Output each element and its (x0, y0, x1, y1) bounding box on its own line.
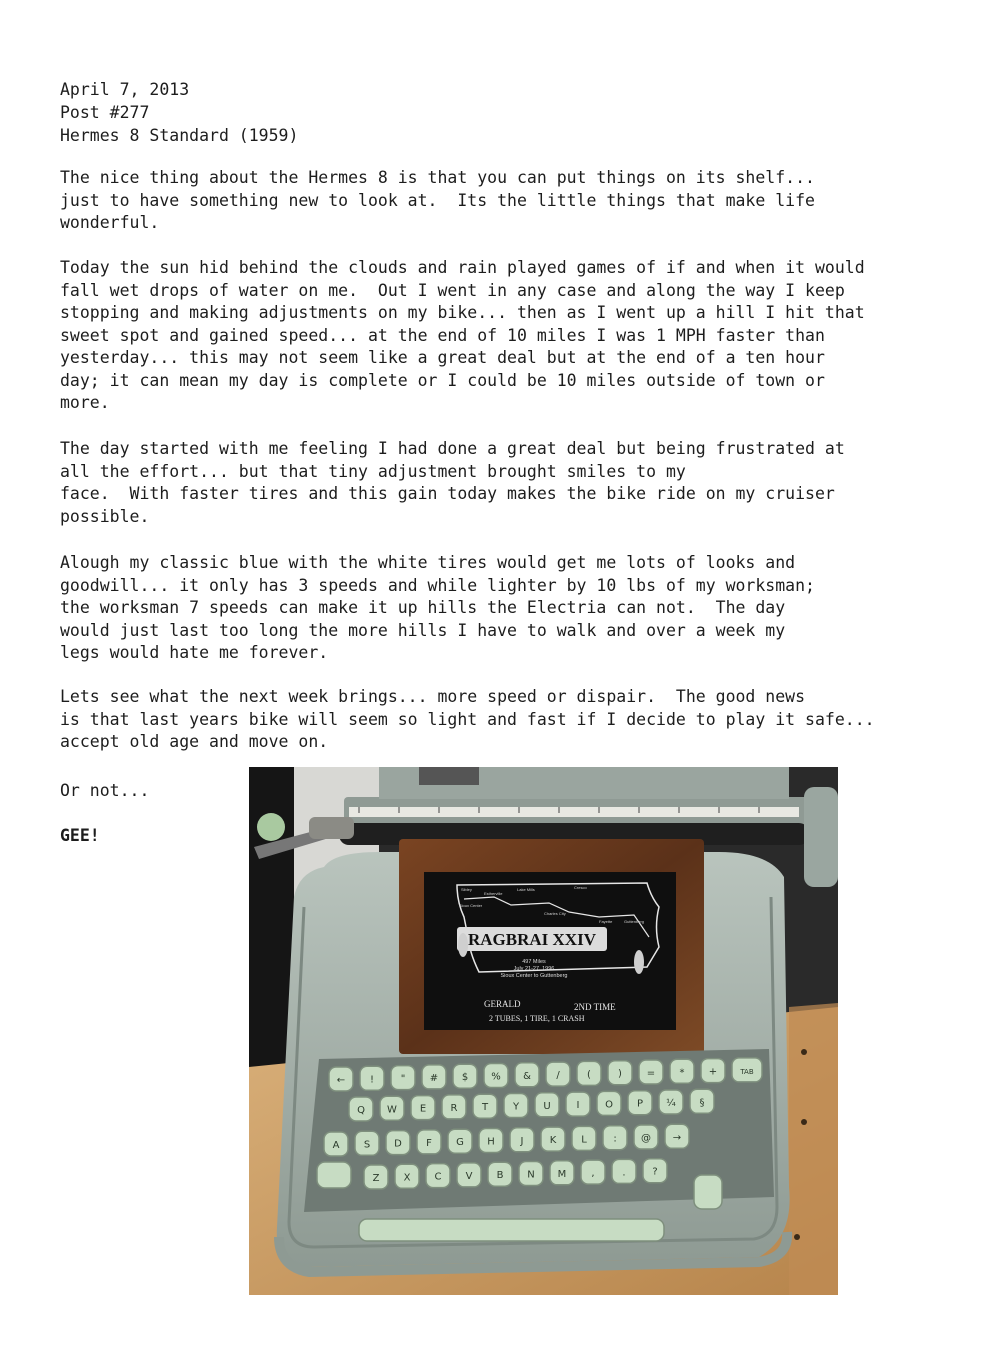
keycap-label: : (613, 1133, 617, 1145)
keycap-label: # (429, 1072, 439, 1084)
paragraph-line: legs would hate me forever. (60, 643, 329, 662)
keycap-label: C (434, 1171, 442, 1183)
town-label: Charles City (544, 911, 566, 916)
paragraph-line: stopping and making adjustments on my bike... then as I went up a hill I hit that (60, 303, 865, 322)
plaque-event: RAGBRAI XXIV (468, 930, 596, 949)
keycap-label: ¼ (666, 1098, 676, 1109)
plaque-miles: 497 Miles (522, 959, 546, 965)
town-label: Fayette (599, 919, 613, 924)
paragraph-line: possible. (60, 506, 150, 526)
keycap-label: P (636, 1098, 644, 1110)
keycap-label: J (520, 1135, 524, 1147)
paragraph-line: goodwill... it only has 3 speeds and while lighter by 10 lbs of my worksman; (60, 575, 815, 595)
paragraph-line: would just last too long the more hills I have to walk and over a week my (60, 620, 786, 640)
keycap-label: E (419, 1103, 427, 1115)
post-number: Post #277 (60, 103, 150, 122)
right-knob (804, 787, 838, 887)
paragraph-line: sweet spot and gained speed... at the end of 10 miles I was 1 MPH faster than (60, 325, 825, 345)
plaque-name: GERALD (484, 999, 521, 1009)
town-label: Estherville (484, 891, 503, 896)
paragraph-line: yesterday... this may not seem like a great deal but at the end of a ten hour (60, 348, 825, 367)
post-header (60, 78, 298, 147)
paragraph-line: Alough my classic blue with the white tires would get me lots of looks and (60, 553, 796, 572)
keycap-label: R (450, 1102, 458, 1114)
plaque-route: Sioux Center to Guttenberg (500, 973, 568, 979)
keycap-label: G (456, 1137, 464, 1149)
keycap-label: V (465, 1170, 473, 1182)
keycap-label: . (622, 1167, 626, 1179)
keycap-label: ) (618, 1068, 622, 1080)
town-label: Sioux Center (459, 903, 483, 908)
cyclist-figure-left (458, 933, 468, 957)
keycap-shift (694, 1175, 722, 1209)
paragraph-3 (60, 438, 845, 528)
paragraph-line: the worksman 7 speeds can make it up hills the Electria can not. The day (60, 598, 786, 617)
paragraph-line: Today the sun hid behind the clouds and rain played games of if and when it would (60, 258, 865, 277)
town-label: Cresco (574, 885, 587, 890)
post-date: April 7, 2013 (60, 80, 190, 99)
keycap-label: U (543, 1100, 551, 1112)
paragraph-line: is that last years bike will seem so light and fast if I decide to play it safe... (60, 709, 875, 729)
keycap-label: H (487, 1136, 495, 1148)
keycap-label: * (679, 1067, 685, 1079)
paragraph-5 (60, 686, 875, 754)
keycap-label: ? (652, 1166, 658, 1178)
paragraph-line: accept old age and move on. (60, 732, 329, 751)
plaque-time: 2ND TIME (574, 1002, 616, 1012)
keycap-label: , (591, 1168, 595, 1180)
paragraph-line: Lets see what the next week brings... more speed or dispair. The good news (60, 687, 806, 706)
paragraph-4 (60, 552, 815, 665)
keycap-label: = (646, 1068, 656, 1079)
typewriter-model: Hermes 8 Standard (1959) (60, 126, 299, 145)
keycap-label: L (581, 1134, 587, 1146)
keycap-label: § (699, 1097, 705, 1109)
paper-scale (349, 807, 799, 817)
town-label: Guttenberg (624, 919, 645, 924)
keycap-label: M (557, 1168, 567, 1180)
keycap-label: I (576, 1100, 580, 1112)
keycap-label: " (400, 1073, 406, 1085)
keycap-label: Z (372, 1173, 380, 1184)
keycap-label: @ (641, 1133, 651, 1144)
paragraph-line: The nice thing about the Hermes 8 is that you can put things on its shelf... (60, 168, 815, 187)
plaque-dates: July 21-27, 1996 (513, 966, 555, 972)
paragraph-line: wonderful. (60, 213, 160, 232)
paragraph-1 (60, 167, 815, 235)
closing-line: Or not... (60, 781, 150, 800)
keycap-label: X (403, 1172, 411, 1184)
town-label: Lake Mills (517, 887, 535, 892)
keycap-label: N (527, 1169, 535, 1181)
paragraph-line: all the effort... but that tiny adjustment brought smiles to my (60, 461, 686, 481)
cyclist-figure-right (634, 950, 644, 974)
keycap-label: W (387, 1104, 397, 1116)
keycap-label: / (556, 1070, 560, 1082)
keycap-label: Y (512, 1101, 520, 1113)
keycap-label: K (549, 1135, 557, 1147)
keycap-shift-left (317, 1162, 351, 1188)
signature: GEE! (60, 826, 100, 845)
paragraph-2 (60, 257, 865, 415)
keycap-label: → (672, 1132, 682, 1144)
lever-knob (257, 813, 285, 841)
keycap-label: A (332, 1140, 340, 1151)
keycap-label: S (363, 1139, 371, 1151)
keycap-label: B (496, 1170, 504, 1182)
keycap-label: T (481, 1102, 489, 1114)
keycap-label: ! (369, 1074, 375, 1086)
keycap-label: $ (461, 1072, 469, 1084)
keycap-label: Q (357, 1105, 365, 1116)
paragraph-line: face. With faster tires and this gain today makes the bike ride on my cruiser (60, 484, 835, 503)
paragraph-line: The day started with me feeling I had done a great deal but being frustrated at (60, 439, 845, 458)
spacebar (359, 1219, 664, 1241)
paragraph-line: just to have something new to look at. Its the little things that make life (60, 190, 815, 210)
keycap-label: & (523, 1070, 531, 1082)
paragraph-line: more. (60, 393, 110, 412)
keycap-label: F (426, 1137, 432, 1149)
keycap-label: ← (336, 1075, 346, 1086)
keycap-label: ( (587, 1069, 591, 1081)
paragraph-line: day; it can mean my day is complete or I could be 10 miles outside of town or (60, 370, 825, 390)
typewriter-photo (249, 767, 838, 1295)
keycap-label: O (605, 1099, 613, 1111)
keycap-label: + (708, 1066, 718, 1078)
town-label: Sibley (461, 887, 472, 892)
keycap-label: TAB (740, 1067, 754, 1076)
keycap-label: % (491, 1071, 501, 1083)
paragraph-line: fall wet drops of water on me. Out I went in any case and along the way I keep (60, 280, 845, 300)
plaque-stats: 2 TUBES, 1 TIRE, 1 CRASH (489, 1014, 585, 1023)
keycap-label: D (394, 1138, 402, 1150)
